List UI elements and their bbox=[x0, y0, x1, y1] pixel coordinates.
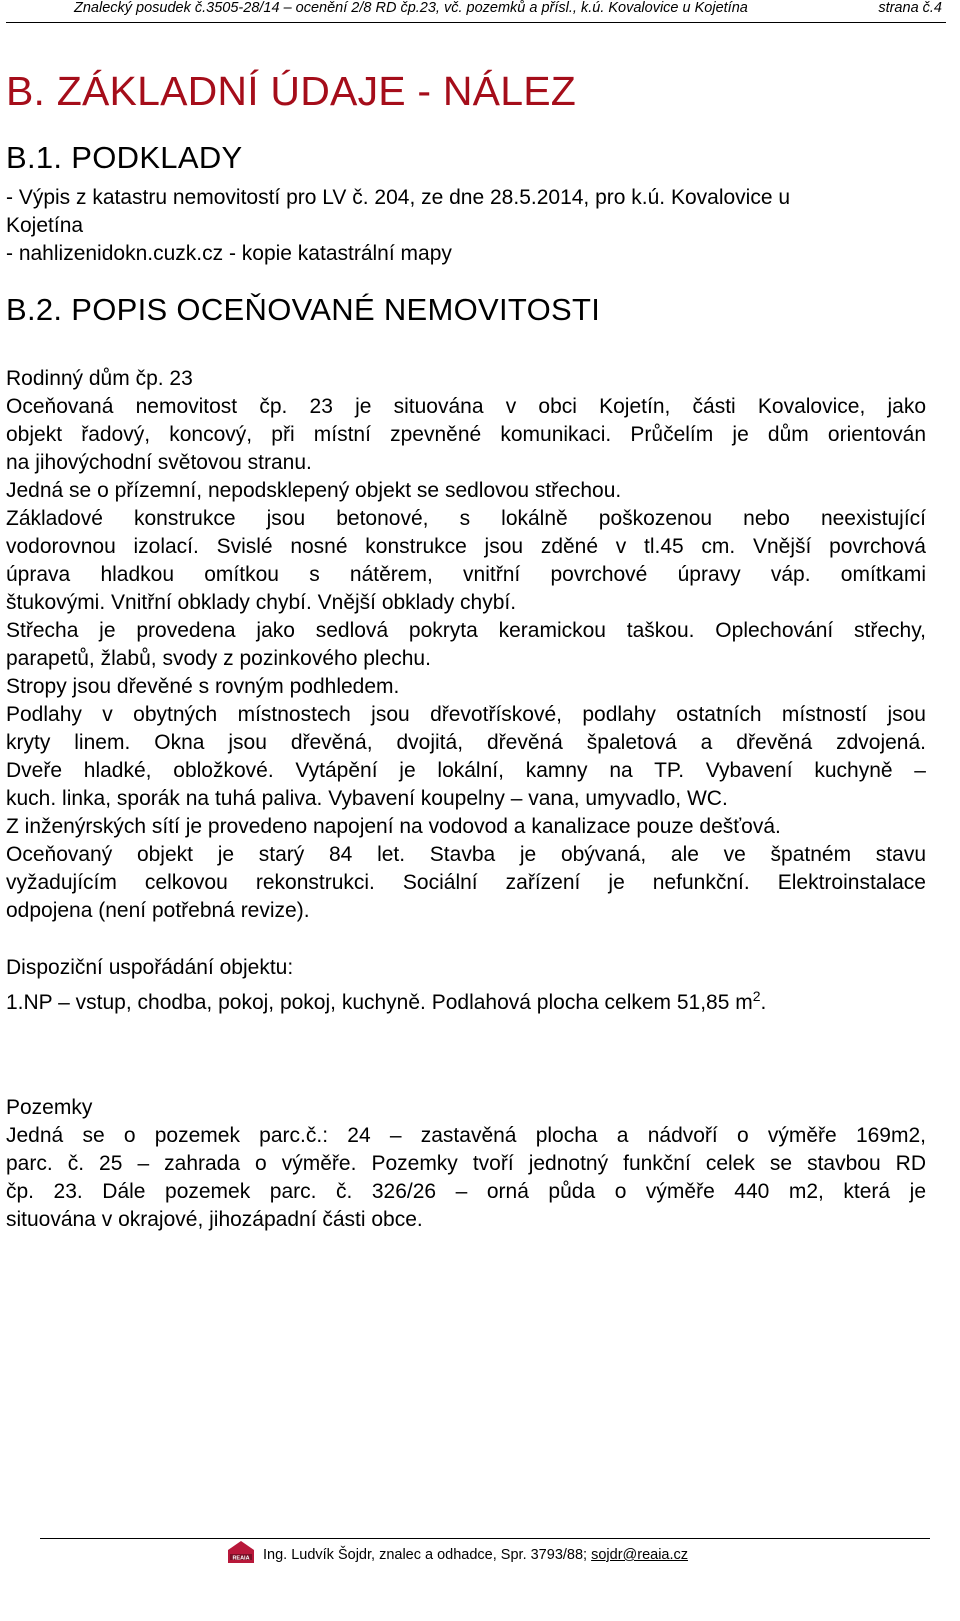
text-line: štukovými. Vnitřní obklady chybí. Vnější obklady chybí. bbox=[6, 591, 517, 614]
header-page-number: strana č.4 bbox=[878, 0, 942, 16]
layout-label: Dispoziční uspořádání objektu: bbox=[6, 956, 294, 979]
section-heading-podklady: B.1. PODKLADY bbox=[6, 140, 243, 175]
text-line: odpojena (není potřebná revize). bbox=[6, 899, 310, 922]
text-line: kryty linem. Okna jsou dřevěná, dvojitá, dřevěná špaletová a dřevěná zdvojená. bbox=[6, 731, 926, 754]
property-description bbox=[6, 393, 926, 925]
footer-email-link[interactable]: sojdr@reaia.cz bbox=[591, 1547, 689, 1563]
text-line: parc. č. 25 – zahrada o výměře. Pozemky tvoří jednotný funkční celek se stavbou RD bbox=[6, 1152, 926, 1175]
text-line: čp. 23. Dále pozemek parc. č. 326/26 – orná půda o výměře 440 m2, která je bbox=[6, 1180, 926, 1203]
text-line: Stropy jsou dřevěné s rovným podhledem. bbox=[6, 675, 400, 698]
text-line: Základové konstrukce jsou betonové, s lokálně poškozenou nebo neexistující bbox=[6, 507, 926, 530]
text-line: Z inženýrských sítí je provedeno napojení na vodovod a kanalizace pouze dešťová. bbox=[6, 815, 781, 838]
text-line: vodorovnou izolací. Svislé nosné konstrukce jsou zděné v tl.45 cm. Vnější povrchová bbox=[6, 535, 926, 558]
page-footer bbox=[263, 1547, 688, 1563]
text-line: Jedná se o přízemní, nepodsklepený objekt se sedlovou střechou. bbox=[6, 479, 622, 502]
property-subheading: Rodinný dům čp. 23 bbox=[6, 367, 193, 390]
text-line: Střecha je provedena jako sedlová pokryta keramickou taškou. Oplechování střechy, bbox=[6, 619, 926, 642]
text-line: parapetů, žlabů, svody z pozinkového plechu. bbox=[6, 647, 431, 670]
text-line: Oceňovaný objekt je starý 84 let. Stavba je obývaná, ale ve špatném stavu bbox=[6, 843, 926, 866]
text-line: na jihovýchodní světovou stranu. bbox=[6, 451, 312, 474]
text-line: Dveře hladké, obložkové. Vytápění je lokální, kamny na TP. Vybavení kuchyně – bbox=[6, 759, 926, 782]
footer-divider bbox=[40, 1538, 930, 1539]
text-line: Oceňovaná nemovitost čp. 23 je situována v obci Kojetín, části Kovalovice, jako bbox=[6, 395, 926, 418]
source-line-2: Kojetína bbox=[6, 214, 84, 237]
text-line: úprava hladkou omítkou s nátěrem, vnitřní povrchové úpravy váp. omítkami bbox=[6, 563, 926, 586]
section-heading-popis: B.2. POPIS OCEŇOVANÉ NEMOVITOSTI bbox=[6, 292, 601, 327]
page-title: B. ZÁKLADNÍ ÚDAJE - NÁLEZ bbox=[6, 68, 577, 114]
source-line-1: - Výpis z katastru nemovitostí pro LV č. 204, ze dne 28.5.2014, pro k.ú. Kovalovice u bbox=[6, 186, 791, 209]
footer-author: Ing. Ludvík Šojdr, znalec a odhadce, Spr. 3793/88; bbox=[263, 1547, 592, 1563]
land-heading: Pozemky bbox=[6, 1096, 93, 1119]
text-line: Jedná se o pozemek parc.č.: 24 – zastavěná plocha a nádvoří o výměře 169m2, bbox=[6, 1124, 926, 1147]
layout-text: 1.NP – vstup, chodba, pokoj, pokoj, kuchyně. Podlahová plocha celkem 51,85 $m^2$. bbox=[6, 988, 767, 1014]
source-line-3: - nahlizenidokn.cuzk.cz - kopie katastrální mapy bbox=[6, 242, 452, 265]
logo-text: REAIA bbox=[232, 1555, 250, 1562]
text-line: objekt řadový, koncový, při místní zpevněné komunikaci. Průčelím je dům orientován bbox=[6, 423, 926, 446]
land-description bbox=[6, 1122, 926, 1234]
text-line: situována v okrajové, jihozápadní části obce. bbox=[6, 1208, 423, 1231]
text-line: Podlahy v obytných místnostech jsou dřevotřískové, podlahy ostatních místností jsou bbox=[6, 703, 926, 726]
page-header bbox=[6, 0, 946, 23]
text-line: kuch. linka, sporák na tuhá paliva. Vybavení koupelny – vana, umyvadlo, WC. bbox=[6, 787, 728, 810]
text-line: vyžadujícím celkovou rekonstrukci. Sociální zařízení je nefunkční. Elektroinstalace bbox=[6, 871, 926, 894]
header-document-title: Znalecký posudek č.3505-28/14 – ocenění 2/8 RD čp.23, vč. pozemků a přísl., k.ú. Kovalovice u Kojetína bbox=[74, 0, 748, 16]
reaia-logo-icon bbox=[226, 1540, 256, 1564]
